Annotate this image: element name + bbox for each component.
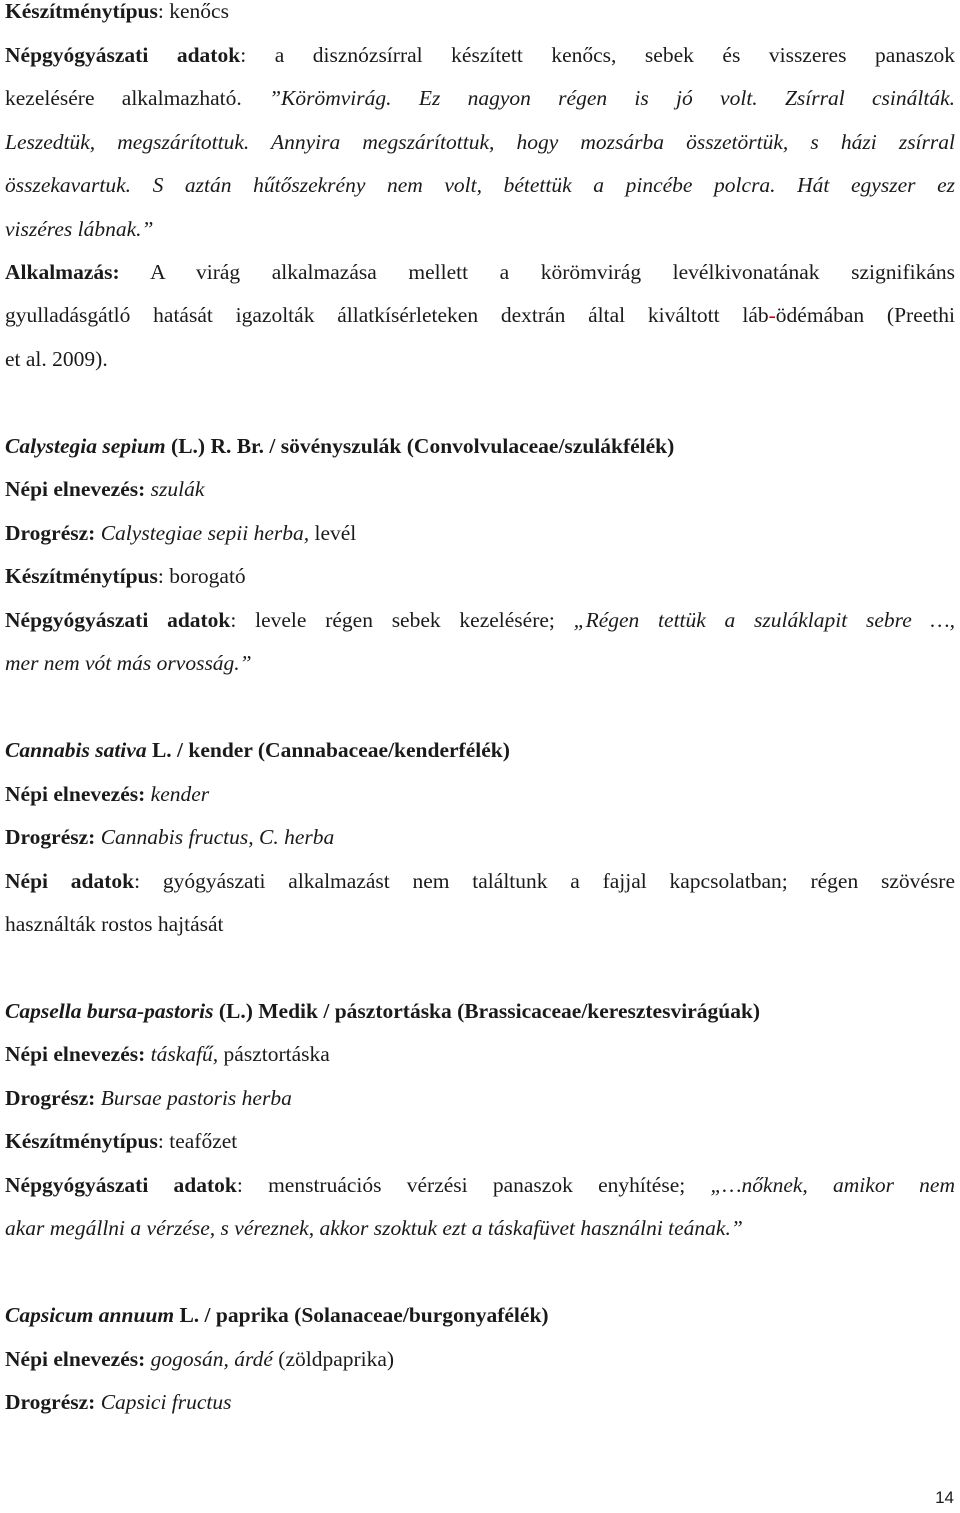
quote-line: mer nem vót más orvosság.” bbox=[5, 651, 252, 675]
folk-medicine-line: Népgyógyászati adatok: a disznózsírral készített kenőcs, sebek és visszeres panaszok bbox=[5, 43, 955, 67]
preparation-type-line: Készítménytípus: kenőcs bbox=[5, 0, 229, 23]
drug-part-line: Drogrész: Capsici fructus bbox=[5, 1390, 232, 1414]
species-title: Cannabis sativa L. / kender (Cannabaceae/kenderfélék) bbox=[5, 738, 510, 762]
quote-line: Leszedtük, megszárítottuk. Annyira megszárítottuk, hogy mozsárba összetörtük, s házi zsírral bbox=[5, 130, 955, 154]
folk-medicine-line: Népgyógyászati adatok: levele régen sebek kezelésére; „Régen tettük a szuláklapit sebre …, bbox=[5, 608, 955, 632]
species-title: Capsicum annuum L. / paprika (Solanaceae/burgonyafélék) bbox=[5, 1303, 549, 1327]
folk-data-line: használták rostos hajtását bbox=[5, 912, 224, 936]
folk-name-line: Népi elnevezés: gogosán, árdé (zöldpaprika) bbox=[5, 1347, 395, 1371]
folk-name-line: Népi elnevezés: szulák bbox=[5, 477, 205, 501]
drug-part-line: Drogrész: Cannabis fructus, C. herba bbox=[5, 825, 335, 849]
folk-name-line: Népi elnevezés: táskafű, pásztortáska bbox=[5, 1042, 330, 1066]
quote-line: akar megállni a vérzése, s véreznek, akkor szoktuk ezt a táskafüvet használni teának.” bbox=[5, 1216, 743, 1240]
preparation-type-line: Készítménytípus: borogató bbox=[5, 564, 246, 588]
folk-data-line: Népi adatok: gyógyászati alkalmazást nem találtunk a fajjal kapcsolatban; régen szövésre bbox=[5, 869, 955, 893]
drug-part-line: Drogrész: Bursae pastoris herba bbox=[5, 1086, 292, 1110]
folk-medicine-line: kezelésére alkalmazható. ”Körömvirág. Ez nagyon régen is jó volt. Zsírral csinálták. bbox=[5, 86, 956, 110]
quote-line: összekavartuk. S aztán hűtőszekrény nem volt, bétettük a pincébe polcra. Hát egyszer ez bbox=[5, 173, 955, 197]
preparation-type-line: Készítménytípus: teafőzet bbox=[5, 1129, 238, 1153]
species-title: Calystegia sepium (L.) R. Br. / sövényszulák (Convolvulaceae/szulákfélék) bbox=[5, 434, 675, 458]
application-line: Alkalmazás: A virág alkalmazása mellett a körömvirág levélkivonatának szignifikáns bbox=[5, 260, 955, 284]
species-title: Capsella bursa-pastoris (L.) Medik / pásztortáska (Brassicaceae/keresztesvirágúak) bbox=[5, 999, 761, 1023]
quote-line: viszéres lábnak.” bbox=[5, 217, 154, 241]
citation-line: et al. 2009). bbox=[5, 347, 108, 371]
folk-medicine-line: Népgyógyászati adatok: menstruációs vérzési panaszok enyhítése; „…nőknek, amikor nem bbox=[5, 1173, 955, 1197]
page-number: 14 bbox=[935, 1488, 954, 1507]
application-line: gyulladásgátló hatását igazolták állatkísérleteken dextrán által kiváltott láb-ödémában (Preethi bbox=[5, 303, 955, 327]
drug-part-line: Drogrész: Calystegiae sepii herba, levél bbox=[5, 521, 357, 545]
folk-name-line: Népi elnevezés: kender bbox=[5, 782, 210, 806]
